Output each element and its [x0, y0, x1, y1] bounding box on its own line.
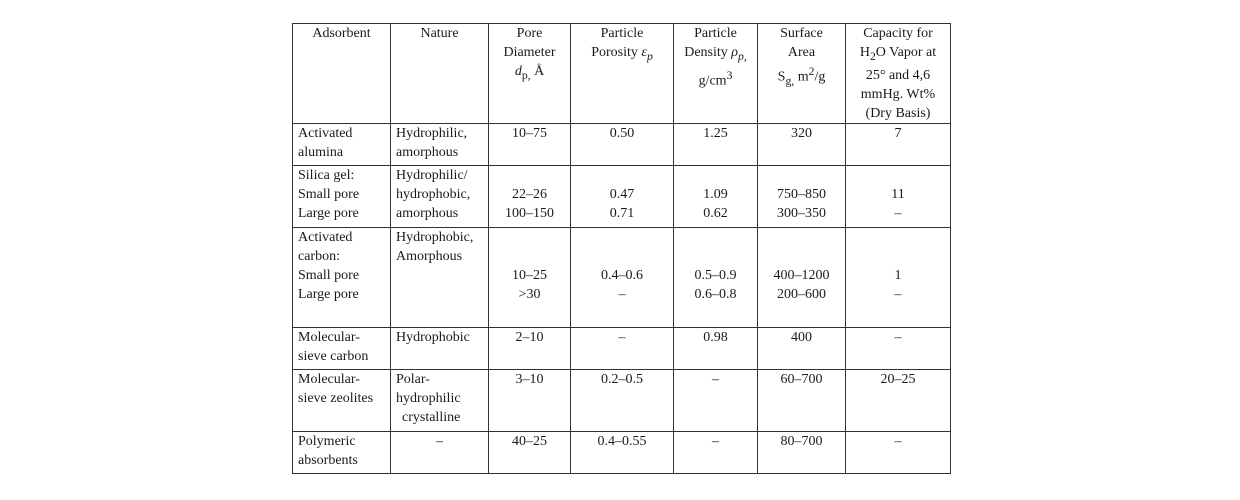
cell-adsorbent: Polymeric absorbents: [293, 432, 391, 474]
table-row: [293, 432, 951, 474]
cell-nature: –: [391, 432, 489, 474]
table-row: [293, 228, 951, 328]
cell-surface-area: 400: [758, 328, 846, 370]
header-adsorbent: Adsorbent: [293, 24, 391, 124]
cell-density: 0.98: [674, 328, 758, 370]
cell-porosity: 0.2–0.5: [571, 370, 674, 432]
cell-nature: Hydrophilic/ hydrophobic, amorphous: [391, 166, 489, 228]
cell-nature: Polar- hydrophilic crystalline: [391, 370, 489, 432]
header-surface-area: Surface Area $S_{g,}$ $m^2/g$: [758, 24, 846, 124]
cell-surface-area: 400–1200 200–600: [758, 228, 846, 328]
cell-pore-diameter: 10–25 >30: [489, 228, 571, 328]
cell-capacity: 7: [846, 124, 951, 166]
cell-adsorbent: Molecular- sieve carbon: [293, 328, 391, 370]
cell-nature: Hydrophobic: [391, 328, 489, 370]
cell-pore-diameter: 22–26 100–150: [489, 166, 571, 228]
cell-adsorbent: Silica gel: Small pore Large pore: [293, 166, 391, 228]
cell-pore-diameter: 2–10: [489, 328, 571, 370]
cell-pore-diameter: 10–75: [489, 124, 571, 166]
cell-adsorbent: Activated carbon: Small pore Large pore: [293, 228, 391, 328]
header-row: [293, 24, 951, 124]
cell-nature: Hydrophilic, amorphous: [391, 124, 489, 166]
cell-capacity: 11 –: [846, 166, 951, 228]
cell-density: –: [674, 370, 758, 432]
table-row: [293, 370, 951, 432]
cell-porosity: –: [571, 328, 674, 370]
cell-density: 1.25: [674, 124, 758, 166]
cell-pore-diameter: 40–25: [489, 432, 571, 474]
header-capacity: Capacity for $H_2O$ Vapor at 25° and 4,6 mmHg. Wt% (Dry Basis): [846, 24, 951, 124]
cell-porosity: 0.47 0.71: [571, 166, 674, 228]
header-particle-porosity: Particle Porosity $\varepsilon_p$: [571, 24, 674, 124]
cell-pore-diameter: 3–10: [489, 370, 571, 432]
cell-capacity: –: [846, 432, 951, 474]
table-row: [293, 328, 951, 370]
adsorbent-properties-table: [292, 23, 951, 474]
header-nature: Nature: [391, 24, 489, 124]
cell-porosity: 0.4–0.6 –: [571, 228, 674, 328]
cell-surface-area: 750–850 300–350: [758, 166, 846, 228]
cell-density: 0.5–0.9 0.6–0.8: [674, 228, 758, 328]
cell-adsorbent: Molecular- sieve zeolites: [293, 370, 391, 432]
cell-surface-area: 60–700: [758, 370, 846, 432]
table-row: [293, 124, 951, 166]
cell-capacity: 20–25: [846, 370, 951, 432]
cell-nature: Hydrophobic, Amorphous: [391, 228, 489, 328]
cell-capacity: –: [846, 328, 951, 370]
cell-porosity: 0.50: [571, 124, 674, 166]
cell-density: –: [674, 432, 758, 474]
header-pore-diameter: Pore Diameter $d_{p,}$ Å: [489, 24, 571, 124]
cell-density: 1.09 0.62: [674, 166, 758, 228]
cell-adsorbent: Activated alumina: [293, 124, 391, 166]
cell-surface-area: 80–700: [758, 432, 846, 474]
cell-surface-area: 320: [758, 124, 846, 166]
cell-porosity: 0.4–0.55: [571, 432, 674, 474]
cell-capacity: 1 –: [846, 228, 951, 328]
header-particle-density: Particle Density $\rho_{p,}$ $g/cm^3$: [674, 24, 758, 124]
table-row: [293, 166, 951, 228]
